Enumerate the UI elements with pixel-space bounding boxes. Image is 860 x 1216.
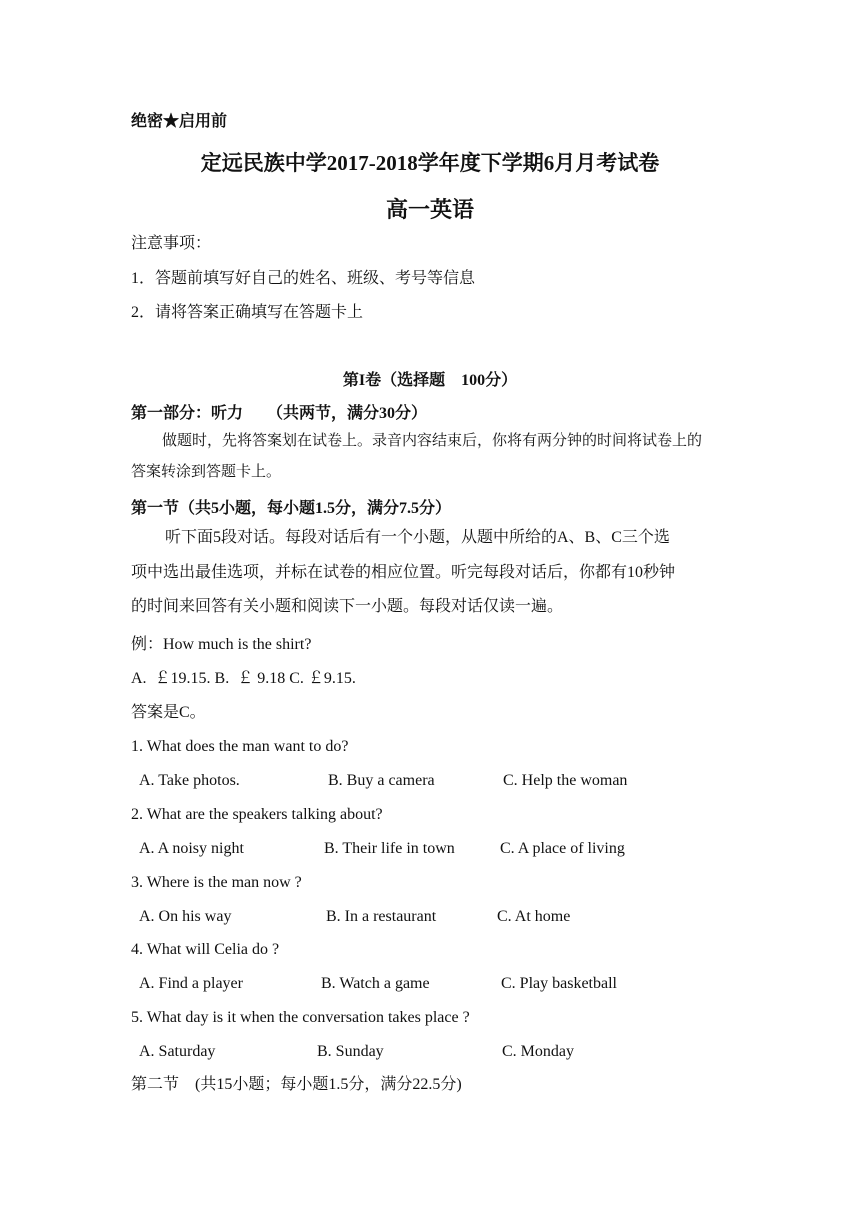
note-item-2: 2．请将答案正确填写在答题卡上 — [131, 304, 364, 321]
part1-instruction-line-1: 做题时，先将答案划在试卷上。录音内容结束后，你将有两分钟的时间将试卷上的 — [162, 433, 703, 449]
question-3-option-c: C. At home — [497, 908, 571, 925]
question-4-stem: 4. What will Celia do ? — [131, 941, 280, 958]
question-3-option-a: A. On his way — [139, 908, 232, 925]
note-item-1: 1．答题前填写好自己的姓名、班级、考号等信息 — [131, 270, 476, 287]
section1-instruction-line-3: 的时间来回答有关小题和阅读下一小题。每段对话仅读一遍。 — [131, 598, 564, 615]
question-4-option-c: C. Play basketball — [501, 975, 617, 992]
question-5-option-b: B. Sunday — [317, 1043, 384, 1060]
example-question: 例：How much is the shirt? — [131, 636, 312, 653]
section1-heading: 第一节（共5小题，每小题1.5分，满分7.5分） — [131, 500, 452, 517]
question-5-option-c: C. Monday — [502, 1043, 574, 1060]
example-answer: 答案是C。 — [131, 704, 206, 721]
notes-heading: 注意事项： — [131, 235, 212, 252]
question-1-option-a: A. Take photos. — [139, 772, 240, 789]
section2-heading: 第二节 (共15小题；每小题1.5分，满分22.5分) — [131, 1076, 462, 1093]
question-2-option-a: A. A noisy night — [139, 840, 244, 857]
volume1-heading: 第I卷（选择题 100分） — [342, 372, 518, 389]
question-2-stem: 2. What are the speakers talking about? — [131, 806, 383, 823]
question-5-option-a: A. Saturday — [139, 1043, 216, 1060]
part1-heading: 第一部分：听力 （共两节，满分30分） — [131, 405, 428, 422]
question-3-option-b: B. In a restaurant — [326, 908, 437, 925]
question-2-option-c: C. A place of living — [500, 840, 625, 857]
subject-title: 高一英语 — [385, 197, 474, 222]
section1-instruction-line-2: 项中选出最佳选项，并标在试卷的相应位置。听完每段对话后，你都有10秒钟 — [131, 564, 676, 581]
question-5-stem: 5. What day is it when the conversation takes place ? — [131, 1009, 470, 1026]
part1-instruction-line-2: 答案转涂到答题卡上。 — [131, 464, 282, 480]
question-4-option-b: B. Watch a game — [321, 975, 430, 992]
question-3-stem: 3. Where is the man now ? — [131, 874, 302, 891]
question-2-option-b: B. Their life in town — [324, 840, 455, 857]
question-1-option-b: B. Buy a camera — [328, 772, 435, 789]
example-options: A. ￡19.15. B. ￡ 9.18 C. ￡9.15. — [131, 670, 356, 687]
question-4-option-a: A. Find a player — [139, 975, 243, 992]
confidential-label: 绝密★启用前 — [131, 113, 228, 130]
exam-title: 定远民族中学2017-2018学年度下学期6月月考试卷 — [200, 151, 660, 175]
question-1-stem: 1. What does the man want to do? — [131, 738, 349, 755]
section1-instruction-line-1: 听下面5段对话。每段对话后有一个小题，从题中所给的A、B、C三个选 — [165, 529, 670, 546]
question-1-option-c: C. Help the woman — [503, 772, 628, 789]
